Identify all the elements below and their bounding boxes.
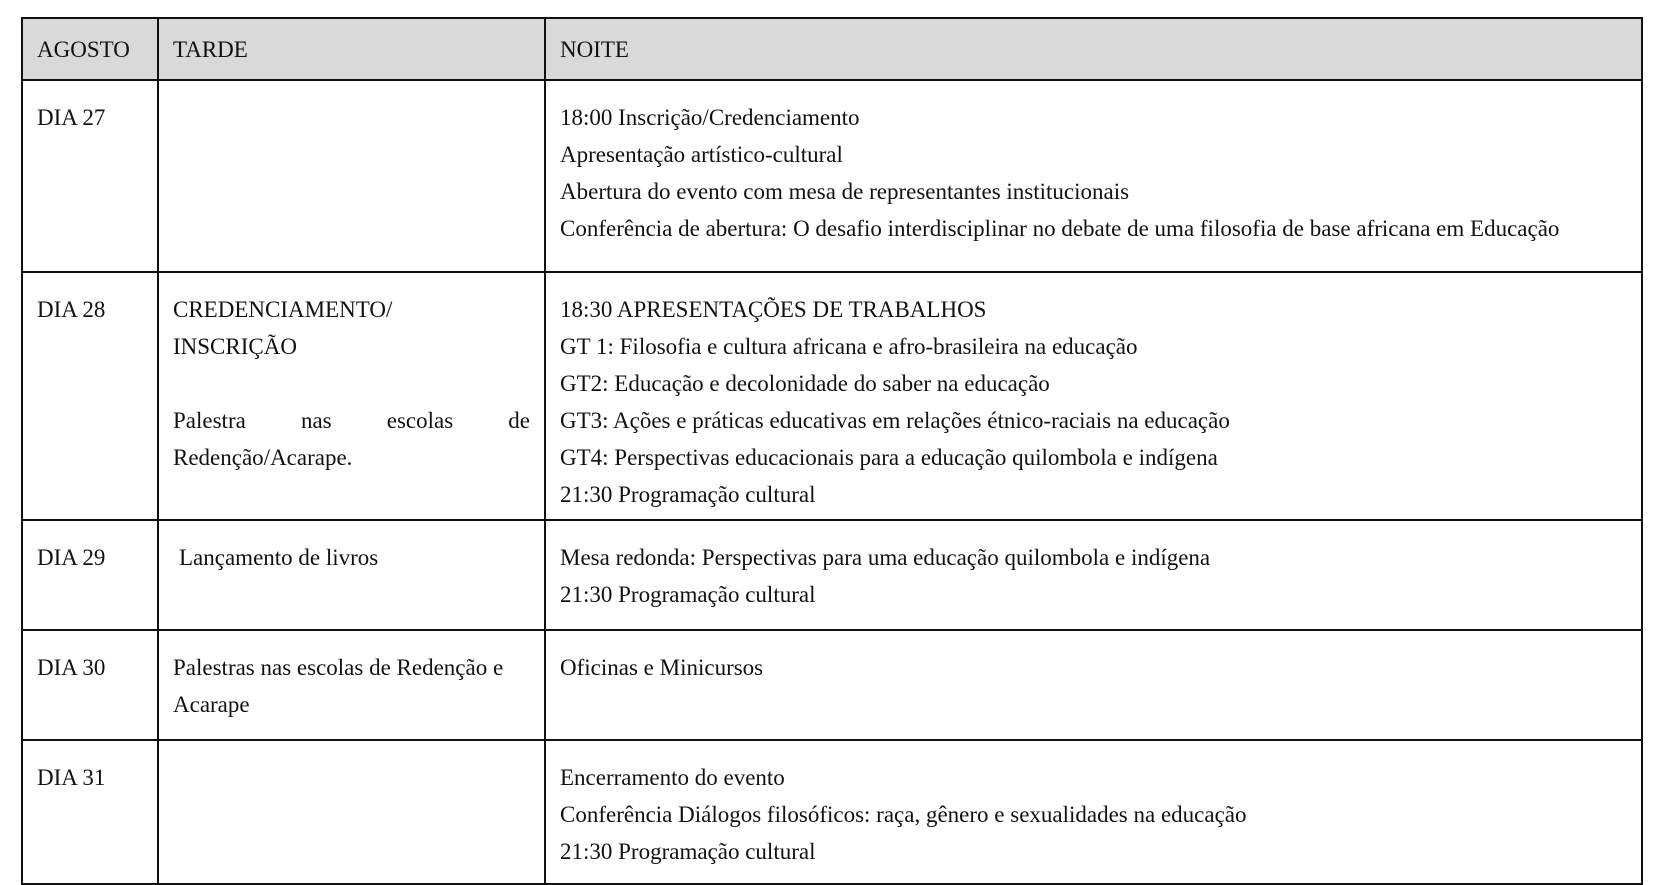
table-row-dia-31 [22,740,1642,884]
dia-cell: DIA 31 [22,740,158,884]
noite-line: Apresentação artístico-cultural [560,142,843,167]
noite-line: 18:30 APRESENTAÇÕES DE TRABALHOS [560,297,987,322]
spacer [173,365,530,402]
table-row-dia-28 [22,272,1642,520]
tarde-line: Lançamento de livros [179,545,379,570]
header-agosto: AGOSTO [22,18,158,80]
tarde-cell [158,520,545,630]
tarde-line: INSCRIÇÃO [173,334,297,359]
noite-line: Conferência de abertura: O desafio interdisciplinar no debate de uma filosofia de base africana em Educação [560,216,1560,241]
header-tarde: TARDE [158,18,545,80]
noite-line: 21:30 Programação cultural [560,839,816,864]
noite-cell [545,740,1642,884]
header-noite: NOITE [545,18,1642,80]
tarde-line: Redenção/Acarape. [173,445,353,470]
noite-line: Oficinas e Minicursos [560,655,764,680]
tarde-line: Palestra nas escolas de [173,408,530,433]
noite-line: 18:00 Inscrição/Credenciamento [560,105,860,130]
noite-line: GT3: Ações e práticas educativas em relações étnico-raciais na educação [560,408,1230,433]
dia-cell: DIA 29 [22,520,158,630]
noite-line: Conferência Diálogos filosóficos: raça, gênero e sexualidades na educação [560,802,1247,827]
header-row [22,18,1642,80]
dia-cell: DIA 30 [22,630,158,740]
noite-line: Abertura do evento com mesa de representantes institucionais [560,179,1130,204]
noite-line: GT2: Educação e decolonidade do saber na educação [560,371,1050,396]
noite-line: GT 1: Filosofia e cultura africana e afro-brasileira na educação [560,334,1138,359]
tarde-cell [158,80,545,272]
tarde-cell [158,740,545,884]
noite-cell [545,630,1642,740]
noite-line: Mesa redonda: Perspectivas para uma educação quilombola e indígena [560,545,1211,570]
table-body [22,80,1642,884]
noite-line: 21:30 Programação cultural [560,482,816,507]
tarde-line: Palestras nas escolas de Redenção e [173,655,504,680]
noite-line: Encerramento do evento [560,765,785,790]
tarde-line: CREDENCIAMENTO/ [173,297,393,322]
noite-cell [545,520,1642,630]
table-row-dia-30 [22,630,1642,740]
table-row-dia-29 [22,520,1642,630]
table-header [22,18,1642,80]
dia-cell: DIA 28 [22,272,158,520]
noite-cell [545,80,1642,272]
tarde-line: Acarape [173,692,250,717]
dia-cell: DIA 27 [22,80,158,272]
tarde-cell [158,630,545,740]
noite-line: 21:30 Programação cultural [560,582,816,607]
noite-line: GT4: Perspectivas educacionais para a educação quilombola e indígena [560,445,1218,470]
noite-cell [545,272,1642,520]
table-row-dia-27 [22,80,1642,272]
tarde-cell [158,272,545,520]
schedule-table [21,17,1643,885]
